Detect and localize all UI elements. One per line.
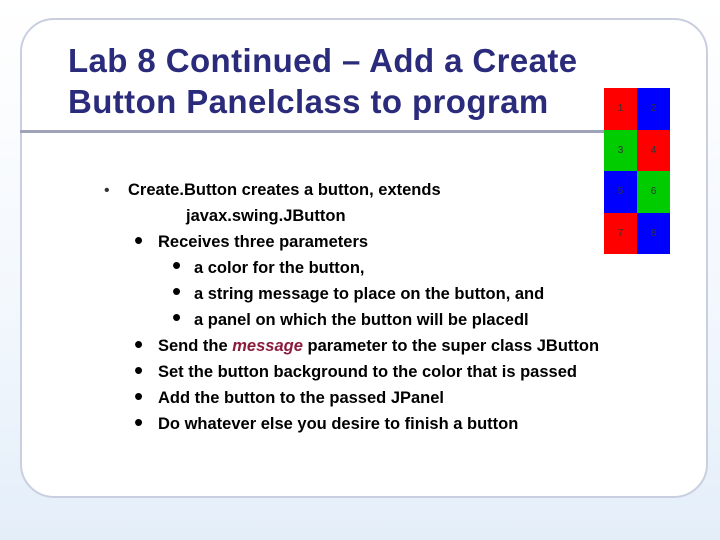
bullet-createbutton-cont: javax.swing.JButton bbox=[186, 207, 346, 225]
param-panel: a panel on which the button will be placedl bbox=[194, 311, 529, 329]
grid-button-6: 6 bbox=[637, 171, 670, 213]
bullet-add-button: Add the button to the passed JPanel bbox=[158, 389, 445, 407]
param-color: a color for the button, bbox=[194, 259, 365, 277]
bullet-dot: • bbox=[134, 329, 144, 359]
send-text-after: parameter to the super class JButton bbox=[302, 337, 600, 355]
grid-button-1: 1 bbox=[604, 88, 637, 130]
bullet-send bbox=[158, 337, 599, 356]
bullet-receives: Receives three parameters bbox=[158, 233, 369, 251]
grid-button-7: 7 bbox=[604, 213, 637, 255]
button-grid-image bbox=[604, 88, 670, 254]
grid-button-5: 5 bbox=[604, 171, 637, 213]
bullet-dot: • bbox=[134, 381, 144, 411]
bullet-dot: • bbox=[172, 302, 182, 332]
grid-button-2: 2 bbox=[637, 88, 670, 130]
bullet-do-whatever: Do whatever else you desire to finish a button bbox=[158, 415, 519, 433]
title-line-1: Lab 8 Continued – Add a Create bbox=[68, 42, 578, 79]
title-line-2: Button Panelclass to program bbox=[68, 83, 549, 120]
bullet-createbutton: Create.Button creates a button, extends bbox=[128, 181, 441, 199]
send-emphasis: message bbox=[232, 337, 303, 355]
bullet-dot: • bbox=[172, 250, 182, 280]
bullet-dot: • bbox=[104, 182, 110, 199]
grid-button-4: 4 bbox=[637, 130, 670, 172]
bullet-dot: • bbox=[134, 355, 144, 385]
grid-button-3: 3 bbox=[604, 130, 637, 172]
bullet-dot: • bbox=[134, 225, 144, 255]
title-divider bbox=[20, 130, 616, 133]
bullet-dot: • bbox=[172, 276, 182, 306]
bullet-set-background: Set the button background to the color that is passed bbox=[158, 363, 577, 381]
grid-button-8: 8 bbox=[637, 213, 670, 255]
send-text-before: Send the bbox=[158, 337, 233, 355]
bullet-dot: • bbox=[134, 407, 144, 437]
param-message: a string message to place on the button, and bbox=[194, 285, 545, 303]
slide-title bbox=[68, 40, 578, 122]
